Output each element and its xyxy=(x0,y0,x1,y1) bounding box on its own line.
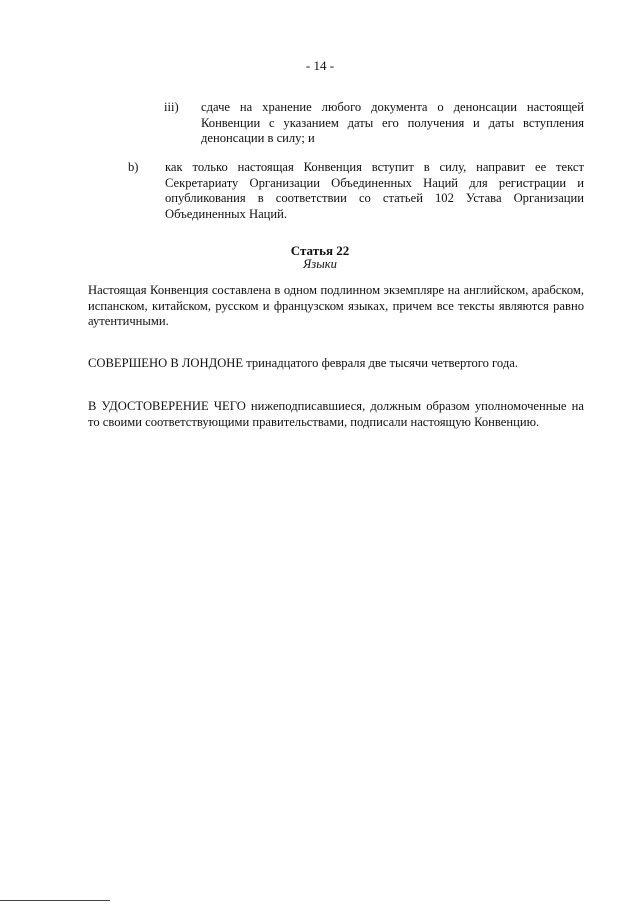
done-at-paragraph: СОВЕРШЕНО В ЛОНДОНЕ тринадцатого февраля две тысячи четвертого года. xyxy=(88,356,518,370)
list-item-text: сдаче на хранение любого документа о денонсации настоящей Конвенции с указанием даты его получения и даты вступления денонсации в силу; и xyxy=(201,100,584,146)
footer-rule xyxy=(0,900,110,901)
page-number: - 14 - xyxy=(305,58,335,73)
in-witness-paragraph: В УДОСТОВЕРЕНИЕ ЧЕГО нижеподписавшиеся, должным образом уполномоченные на то своими соответствующими правительствами, подписали настоящую Конвенцию. xyxy=(88,399,584,429)
list-item-marker: b) xyxy=(128,160,139,174)
list-item-marker: iii) xyxy=(164,100,179,114)
article-subtitle: Языки xyxy=(303,257,337,271)
article-heading: Статья 22 xyxy=(290,243,350,258)
article-paragraph: Настоящая Конвенция составлена в одном подлинном экземпляре на английском, арабском, испанском, китайском, русском и французском языках, причем все тексты являются равно аутентичными. xyxy=(88,283,584,329)
list-item-text: как только настоящая Конвенция вступит в силу, направит ее текст Секретариату Организации Объединенных Наций для регистрации и опубликования в соответствии со статьей 102 Устава Организации Объединенных Наций. xyxy=(165,160,584,221)
